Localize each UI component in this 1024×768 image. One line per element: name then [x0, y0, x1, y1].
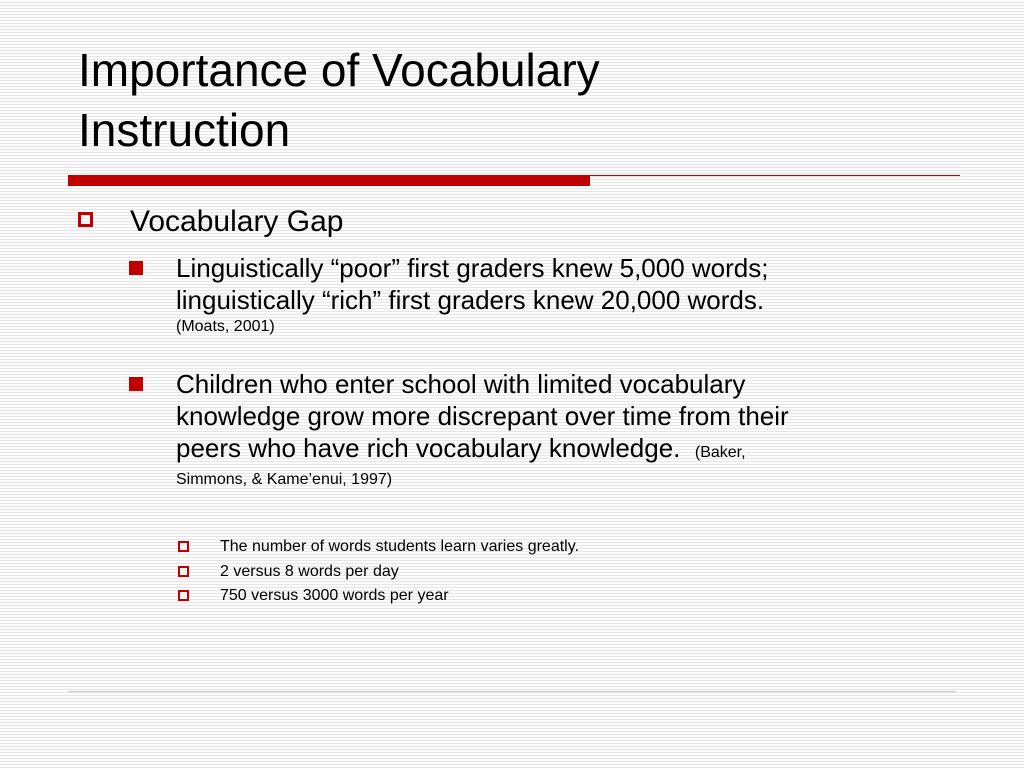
bullet-text-line: Children who enter school with limited vocabulary	[176, 369, 746, 399]
hollow-square-bullet-icon	[178, 590, 189, 601]
footer-divider	[68, 691, 956, 692]
bullet-level3-text: The number of words students learn varies greatly.	[220, 538, 579, 555]
bullet-level2-1-text	[176, 252, 916, 338]
bullet-text-line: Linguistically “poor” first graders knew 5,000 words;	[176, 253, 769, 283]
bullet-level3-text: 2 versus 8 words per day	[220, 563, 399, 580]
title-line-1: Importance of Vocabulary	[78, 44, 600, 96]
title-line-2: Instruction	[78, 104, 291, 156]
citation-inline: (Baker,	[694, 444, 746, 461]
hollow-square-bullet-icon	[178, 541, 189, 552]
hollow-square-bullet-icon	[78, 212, 93, 227]
title-divider-thick	[68, 175, 590, 186]
bullet-level2-2-text	[176, 368, 916, 491]
bullet-text-line: knowledge grow more discrepant over time from their	[176, 401, 789, 431]
filled-square-bullet-icon	[129, 261, 143, 275]
citation: Simmons, & Kame’enui, 1997)	[176, 471, 393, 488]
bullet-level3-text: 750 versus 3000 words per year	[220, 587, 449, 604]
bullet-level1-text: Vocabulary Gap	[130, 205, 344, 238]
citation: (Moats, 2001)	[176, 318, 275, 335]
filled-square-bullet-icon	[129, 377, 143, 391]
hollow-square-bullet-icon	[178, 566, 189, 577]
slide-title	[78, 40, 938, 160]
bullet-text-segment: peers who have rich vocabulary knowledge.	[176, 433, 681, 463]
bullet-text-line	[176, 432, 916, 469]
bullet-text-line: linguistically “rich” first graders knew 20,000 words.	[176, 285, 765, 315]
